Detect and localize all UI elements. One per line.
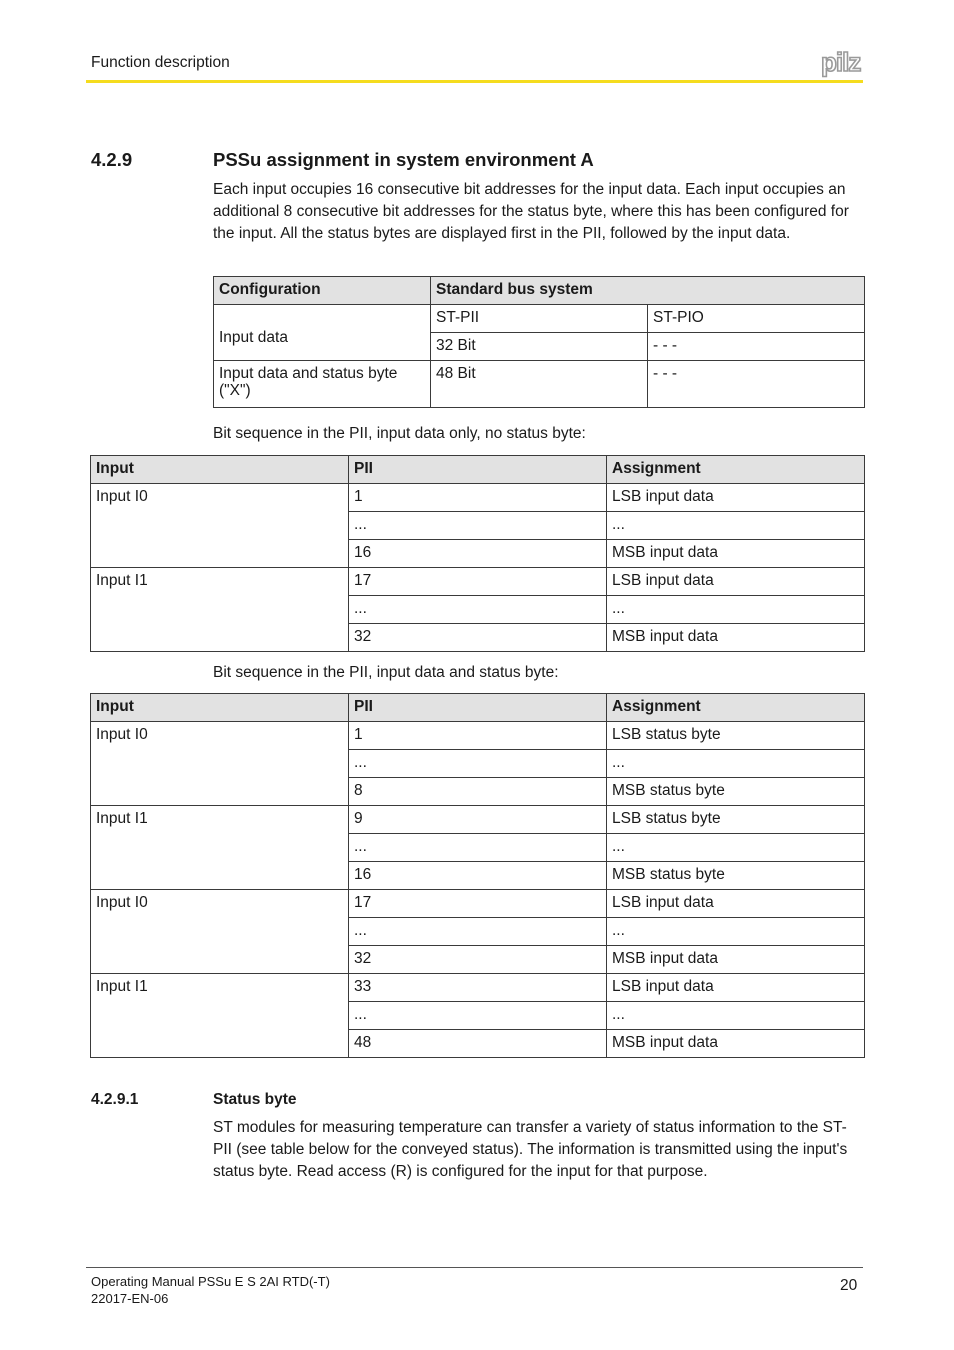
assignment-cell: ... bbox=[607, 596, 865, 624]
input-cell: Input I0 bbox=[91, 722, 349, 806]
footer-rule bbox=[86, 1267, 863, 1268]
caption-input-status: Bit sequence in the PII, input data and status byte: bbox=[213, 664, 559, 681]
assignment-cell: LSB status byte bbox=[607, 722, 865, 750]
pii-cell: 1 bbox=[349, 722, 607, 750]
pii-cell: 1 bbox=[349, 484, 607, 512]
input-cell: Input I0 bbox=[91, 484, 349, 568]
pii-cell: ... bbox=[349, 512, 607, 540]
footer-doc-number: 22017-EN-06 bbox=[91, 1291, 169, 1306]
config-cell-pio: - - - bbox=[648, 333, 865, 361]
table-row bbox=[91, 722, 865, 750]
page-number: 20 bbox=[840, 1277, 858, 1294]
assignment-cell: ... bbox=[607, 750, 865, 778]
bit-sequence-table-input-only bbox=[90, 455, 865, 652]
pii-cell: ... bbox=[349, 834, 607, 862]
subsection-number: 4.2.9.1 bbox=[91, 1091, 139, 1108]
header-input: Input bbox=[91, 694, 349, 722]
table-row bbox=[91, 568, 865, 596]
pii-cell: 17 bbox=[349, 568, 607, 596]
footer-manual: Operating Manual PSSu E S 2AI RTD(-T) bbox=[91, 1274, 330, 1289]
pii-cell: 16 bbox=[349, 862, 607, 890]
config-header-row bbox=[214, 277, 865, 305]
assignment-cell: LSB input data bbox=[607, 484, 865, 512]
footer-info bbox=[91, 1273, 330, 1307]
input-cell: Input I1 bbox=[91, 806, 349, 890]
pii-cell: 48 bbox=[349, 1030, 607, 1058]
config-cell-pii: 32 Bit bbox=[431, 333, 648, 361]
pii-cell: 32 bbox=[349, 946, 607, 974]
config-subheader-st-pio: ST-PIO bbox=[648, 305, 865, 333]
config-cell-input-status: Input data and status byte ("X") bbox=[214, 361, 431, 408]
header-pii: PII bbox=[349, 694, 607, 722]
pii-cell: 8 bbox=[349, 778, 607, 806]
assignment-cell: ... bbox=[607, 918, 865, 946]
assignment-cell: ... bbox=[607, 512, 865, 540]
config-header-bus: Standard bus system bbox=[431, 277, 865, 305]
config-cell-input-data: Input data bbox=[214, 305, 431, 361]
pii-cell: 16 bbox=[349, 540, 607, 568]
assignment-cell: LSB input data bbox=[607, 974, 865, 1002]
assignment-cell: LSB input data bbox=[607, 890, 865, 918]
table-row bbox=[91, 974, 865, 1002]
input-cell: Input I0 bbox=[91, 890, 349, 974]
assignment-cell: LSB input data bbox=[607, 568, 865, 596]
subsection-paragraph: ST modules for measuring temperature can transfer a variety of status information to the ST-PII (see table below for the conveyed status). The information is transmitted using the input's status byte. Read access (R) is configured for the input for that purpose. bbox=[213, 1119, 848, 1180]
header-assignment: Assignment bbox=[607, 694, 865, 722]
config-cell-pii: 48 Bit bbox=[431, 361, 648, 408]
pii-cell: 33 bbox=[349, 974, 607, 1002]
assignment-cell: MSB input data bbox=[607, 540, 865, 568]
table-header-row bbox=[91, 456, 865, 484]
pii-cell: ... bbox=[349, 750, 607, 778]
config-row bbox=[214, 361, 865, 408]
assignment-cell: MSB input data bbox=[607, 946, 865, 974]
assignment-cell: MSB status byte bbox=[607, 778, 865, 806]
pii-cell: ... bbox=[349, 1002, 607, 1030]
bit-sequence-table-input-status bbox=[90, 693, 865, 1058]
config-subheader-st-pii: ST-PII bbox=[431, 305, 648, 333]
header-input: Input bbox=[91, 456, 349, 484]
table-row bbox=[91, 806, 865, 834]
pii-cell: 9 bbox=[349, 806, 607, 834]
section-title: PSSu assignment in system environment A bbox=[213, 149, 594, 170]
config-table bbox=[213, 276, 865, 408]
table-row bbox=[91, 890, 865, 918]
assignment-cell: MSB status byte bbox=[607, 862, 865, 890]
assignment-cell: ... bbox=[607, 834, 865, 862]
header-pii: PII bbox=[349, 456, 607, 484]
caption-input-only: Bit sequence in the PII, input data only, no status byte: bbox=[213, 425, 586, 442]
pilz-logo-text: pilz bbox=[821, 48, 861, 77]
pii-cell: ... bbox=[349, 596, 607, 624]
running-header: Function description bbox=[91, 54, 230, 71]
subsection-title: Status byte bbox=[213, 1091, 297, 1108]
section-number: 4.2.9 bbox=[91, 149, 133, 170]
config-header-configuration: Configuration bbox=[214, 277, 431, 305]
assignment-cell: ... bbox=[607, 1002, 865, 1030]
pii-cell: ... bbox=[349, 918, 607, 946]
assignment-cell: MSB input data bbox=[607, 624, 865, 652]
config-subheader-row bbox=[214, 305, 865, 333]
pii-cell: 17 bbox=[349, 890, 607, 918]
input-cell: Input I1 bbox=[91, 568, 349, 652]
config-cell-pio: - - - bbox=[648, 361, 865, 408]
input-cell: Input I1 bbox=[91, 974, 349, 1058]
assignment-cell: LSB status byte bbox=[607, 806, 865, 834]
table-row bbox=[91, 484, 865, 512]
pii-cell: 32 bbox=[349, 624, 607, 652]
table-header-row bbox=[91, 694, 865, 722]
header-assignment: Assignment bbox=[607, 456, 865, 484]
pilz-logo bbox=[820, 48, 868, 78]
section-paragraph: Each input occupies 16 consecutive bit addresses for the input data. Each input occupies an additional 8 consecutive bit addresses for the status byte, where this has been configured for the input. All the status bytes are displayed first in the PII, followed by the input data. bbox=[213, 181, 849, 242]
header-rule bbox=[86, 80, 863, 83]
assignment-cell: MSB input data bbox=[607, 1030, 865, 1058]
